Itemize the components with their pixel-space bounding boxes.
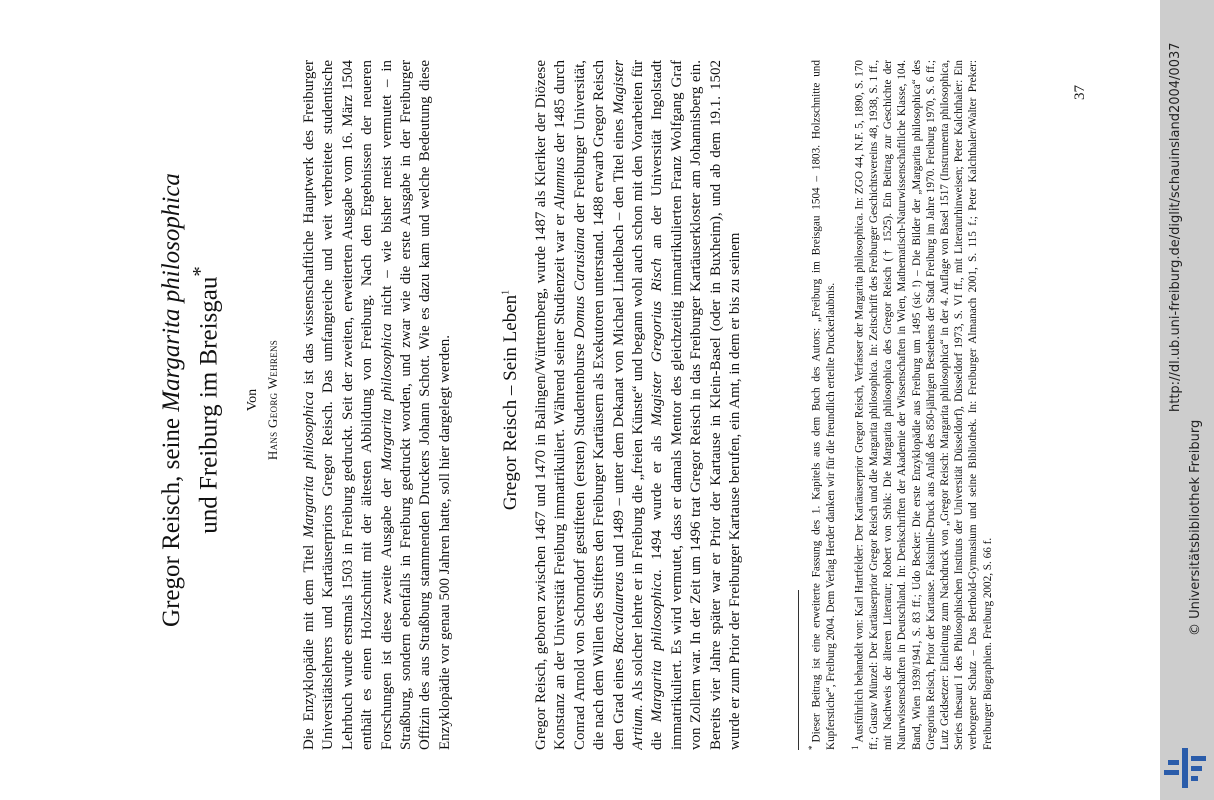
page-number: 37: [1072, 85, 1088, 100]
author-name: Hans Georg Wehrens: [265, 339, 281, 461]
italic-run: Margarita philosophica: [301, 391, 317, 538]
footnote-star: [805, 60, 849, 750]
logo-bar: [1191, 756, 1206, 761]
title-italic-text: Margarita philosophica: [158, 173, 185, 412]
text-run: Gregor Reisch, geboren zwischen 1467 und 1470 in Balingen/Württemberg, wurde 1487 als Kleriker der Diözese Konstanz an der Universität Freiburg immatrikuliert. Während seiner Studienzeit war er: [533, 60, 569, 750]
text-run: der 1485 durch Conrad Arnold von Schorndorf gestifteten (ersten) Studentenburse: [552, 60, 588, 750]
footnote-mark: 1: [850, 745, 860, 750]
intro-paragraph: [300, 60, 480, 750]
footnote-text: Dieser Beitrag ist eine erweiterte Fassung des 1. Kapitels aus dem Buch des Autors: „Freiburg im Breisgau 1504 – 1803. Holzschnitte und Kupferstiche“, Freiburg 2004. Dem Verlag Herder danken wir für die freundlich erteilte Druckerlaubnis.: [810, 60, 837, 750]
text-run: Die Enzyklopädie mit dem Titel: [301, 537, 317, 750]
italic-run: Domus Carusiana: [571, 227, 588, 339]
section-footnote-mark: 1: [500, 289, 512, 295]
footnote-divider: [798, 590, 799, 750]
footnote-mark: *: [807, 745, 817, 750]
italic-run: Baccalaureus: [610, 571, 627, 654]
text-run: an der Universität Ingolstadt immatrikuliert. Es wird vermutet, dass er damals Mentor des gleichzeitig immatrikulierten Franz Wolfgang Graf von Zollern war. In der Zeit um 1496 trat Gregor Reisch in das Freiburger Kartäuserkloster am Johannisberg ein. Bereits vier Jahre später war er Prior der Kartause in Klein-Basel (oder in Buxheim), und ab dem 19.1. 1502 wurde er zum Prior der Freiburger Kartause berufen, ein Amt, in dem er bis zu seinem: [649, 60, 744, 750]
logo-bar: [1168, 760, 1179, 765]
text-run: . Als solcher lehrte er in Freiburg die „freien Künste“ und begann wohl auch schon mit den Vorarbeiten für die: [630, 60, 666, 750]
logo-bar: [1164, 770, 1179, 775]
article-title-block: [158, 0, 281, 800]
logo-bar: [1182, 748, 1188, 788]
library-logo-icon: [1162, 746, 1208, 790]
title-text-2: und Freiburg im Breisgau: [195, 276, 223, 534]
footnote-1: [848, 60, 1053, 750]
italic-run: Alumnus: [552, 156, 569, 210]
italic-run: Magister Gregorius Risch: [649, 258, 666, 426]
text-run: der Freiburger Universität, die nach dem Willen des Stifters den Freiburger Kartäusern als Exekutoren unterstand. 1488 erwarb Gregor Reisch den Grad eines: [571, 60, 627, 750]
source-url-link[interactable]: http://dl.ub.uni-freiburg.de/diglit/schauinsland2004/0037: [1168, 42, 1183, 412]
text-run: nicht – wie bisher meist vermutet – in Straßburg, sondern ebenfalls in Freiburg gedruckt worden, und zwar wie die erste Ausgabe in der Freiburger Offizin des aus Straßburg stammenden Druckers Johann Schott. Wie es dazu kam und welche Bedeutung diese Enzyklopädie vor genau 500 Jahren hatte, soll hier dargelegt werden.: [378, 60, 453, 750]
section-heading: [500, 0, 522, 800]
text-run: ist das wissenschaftliche Hauptwerk des Freiburger Universitätslehrers und Kartäuserpriors Gregor Reisch. Das umfangreiche und weit verbreitete studentische Lehrbuch wurde erstmals 1503 in Freiburg gedruckt. Seit der zweiten, erweiterten Ausgabe vom 16. März 1504 enthält es einen Holzschnitt mit der ältesten Abbildung von Freiburg. Nach den Ergebnissen der neueren Forschungen ist diese zweite Ausgabe der: [301, 60, 395, 750]
section-heading-text: Gregor Reisch – Sein Leben: [500, 294, 521, 511]
italic-run: Magister Artium: [610, 60, 647, 750]
title-footnote-mark: *: [188, 266, 212, 277]
footnote-text: Ausführlich behandelt von: Karl Hartfelder: Der Kartäuserprior Gregor Reisch, Verfasser der Margarita philosophica. In: ZGO 44, N.F. 5, 1890, S. 170 ff.; Gustav Münzel: Der Kartäuserprior Gregor Reisch und die Margarita philosophica. In: Zeitschrift des Freiburger Geschichtsvereins 48, 1938, S. 1 ff., mit Nachweis der älteren Literatur; Robert von Srbik: Die Margarita philosophica des Gregor Reisch († 1525). Ein Beitrag zur Geschichte der Naturwissenschaften in Deutschland. In: Denkschriften der Akademie der Wissenschaften in Wien, Mathematisch-Naturwissenschaftliche Klasse, 104. Band, Wien 1939/1941, S. 83 ff.; Udo Becker: Die erste Enzyklopädie aus Freiburg um 1495 (sic !) – Die Bilder der „Margarita philosophica“ des Gregorius Reisch, Prior der Kartause. Faksimile-Druck aus Anlaß des 850-jährigen Bestehens der Stadt Freiburg im Jahre 1970. Freiburg 1970, S. 6 ff.; Lutz Geldsetzer: Einleitung zum Nachdruck von „Gregor Reisch: Margarita philosophica“ in der 4. Auflage von Basel 1517 (Instrumenta philosophica, Series thesauri I des Philosophischen Instituts der Universität Düsseldorf), Düsseldorf 1973, S. VI ff., mit Literaturhinweisen; Peter Kalchthaler: Ein verborgener Schatz – Das Berthold-Gymnasium und seine Bibliothek. In: Freiburger Almanach 2001, S. 115 f.; Peter Kalchthaler/Walter Preker: Freiburger Biographien. Freiburg 2002, S. 66 f.: [853, 60, 994, 750]
italic-run: Margarita philosophica: [378, 323, 395, 471]
logo-bar: [1191, 766, 1202, 771]
italic-run: Margarita philosophica: [649, 573, 666, 723]
article-title-line1: [158, 0, 186, 800]
logo-bar: [1191, 776, 1198, 781]
article-title-line2: [186, 0, 223, 800]
title-text: Gregor Reisch, seine: [158, 411, 185, 627]
logo-bars: [1164, 748, 1206, 788]
text-run: . 1494 wurde er als: [649, 425, 666, 574]
biography-paragraph: [532, 60, 792, 750]
copyright-notice: © Universitätsbibliothek Freiburg: [1188, 419, 1203, 636]
text-run: und 1489 – unter dem Dekanat von Michael Lindelbach – den Titel eines: [610, 114, 627, 572]
title-von: Von: [245, 388, 261, 412]
